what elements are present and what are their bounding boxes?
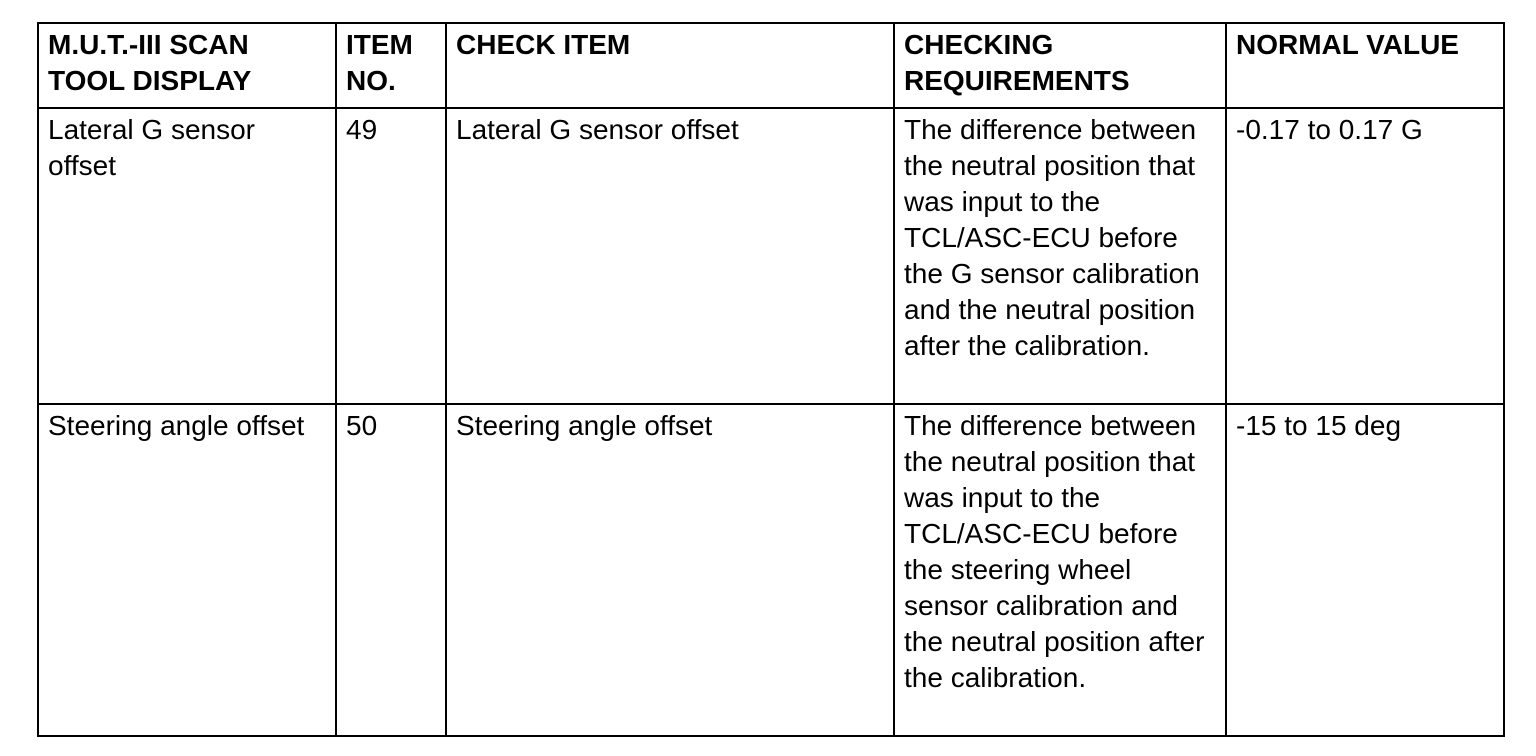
cell-normal-value: -0.17 to 0.17 G — [1226, 108, 1504, 404]
cell-normal-value: -15 to 15 deg — [1226, 404, 1504, 736]
header-check-item: CHECK ITEM — [446, 23, 894, 108]
cell-item-no: 49 — [336, 108, 446, 404]
cell-scan-tool-display: Steering angle offset — [38, 404, 336, 736]
cell-check-item: Lateral G sensor offset — [446, 108, 894, 404]
cell-checking-requirements: The difference between the neutral position that was input to the TCL/ASC-ECU before the G sensor calibration and the neutral position after the calibration. — [894, 108, 1226, 404]
cell-checking-requirements: The difference between the neutral position that was input to the TCL/ASC-ECU before the steering wheel sensor calibration and the neutral position after the calibration. — [894, 404, 1226, 736]
header-checking-requirements: CHECKING REQUIREMENTS — [894, 23, 1226, 108]
table-row — [38, 404, 1504, 736]
table-header-row — [38, 23, 1504, 108]
cell-check-item: Steering angle offset — [446, 404, 894, 736]
header-normal-value: NORMAL VALUE — [1226, 23, 1504, 108]
diagnostic-data-table — [37, 22, 1505, 737]
header-scan-tool-display: M.U.T.-III SCAN TOOL DISPLAY — [38, 23, 336, 108]
header-item-no: ITEM NO. — [336, 23, 446, 108]
cell-item-no: 50 — [336, 404, 446, 736]
cell-scan-tool-display: Lateral G sensor offset — [38, 108, 336, 404]
table-row — [38, 108, 1504, 404]
